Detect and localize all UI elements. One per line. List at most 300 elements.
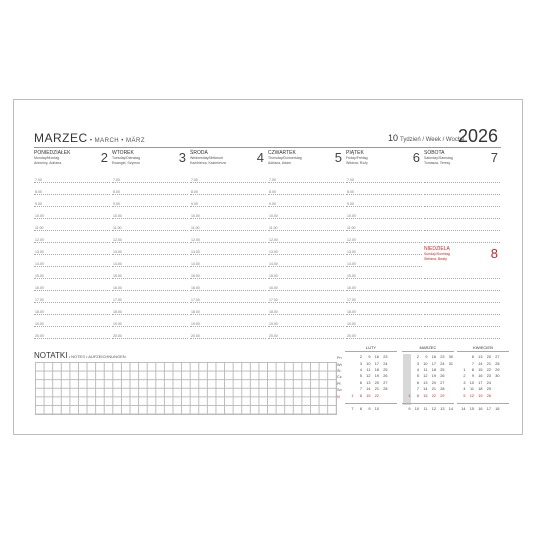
name-days: Antoniny, Adriana [34, 160, 62, 165]
time-slot[interactable] [190, 326, 266, 327]
weekday-label: Pn [337, 356, 342, 361]
hour-label: 18.00 [269, 310, 278, 314]
time-slot[interactable] [424, 206, 500, 207]
time-slot[interactable] [34, 302, 110, 303]
time-slot[interactable] [424, 290, 500, 291]
time-slot[interactable] [34, 290, 110, 291]
name-days: Wiktora, Róży [346, 160, 368, 165]
mini-calendar-day: 16 [431, 355, 436, 360]
mini-calendar-day: 17 [431, 361, 436, 366]
hour-label: 12.00 [347, 238, 356, 242]
hour-label: 19.00 [191, 322, 200, 326]
hour-label: 17.00 [191, 298, 200, 302]
sunday-block [424, 246, 500, 261]
hour-label: 9.00 [113, 202, 120, 206]
hour-label: 12.00 [191, 238, 200, 242]
mini-calendar-day: 20 [486, 355, 491, 360]
time-slot[interactable] [190, 302, 266, 303]
weekday-label: Śr [337, 368, 341, 373]
time-slot[interactable] [346, 266, 422, 267]
time-slot[interactable] [112, 326, 188, 327]
time-slot[interactable] [34, 278, 110, 279]
hour-label: 20.00 [113, 334, 122, 338]
time-slot[interactable] [34, 194, 110, 195]
time-slot[interactable] [268, 242, 344, 243]
hour-label: 11.00 [113, 226, 122, 230]
hour-label: 16.00 [35, 286, 44, 290]
day-number: 2 [100, 150, 108, 165]
mini-calendar-day: 13 [423, 380, 428, 385]
hour-label: 10.00 [35, 214, 44, 218]
time-slot[interactable] [190, 290, 266, 291]
hour-label: 14.00 [35, 262, 44, 266]
time-slot[interactable] [112, 182, 188, 183]
day-name-translation: Sunday/Sonntag [424, 252, 450, 256]
time-slot[interactable] [190, 182, 266, 183]
time-slot[interactable] [346, 314, 422, 315]
time-slot[interactable] [112, 206, 188, 207]
hour-label: 15.00 [191, 274, 200, 278]
mini-calendar-day: 2 [463, 374, 466, 379]
time-slot[interactable] [424, 194, 500, 195]
hour-label: 10.00 [113, 214, 122, 218]
mini-calendar-row [457, 392, 509, 398]
time-slot[interactable] [268, 266, 344, 267]
hour-label: 15.00 [35, 274, 44, 278]
week-number: 7 [351, 406, 354, 411]
hour-label: 7.00 [35, 178, 42, 182]
time-slot[interactable] [190, 206, 266, 207]
day-name: WTOREK [112, 150, 134, 156]
mini-calendar-day: 20 [431, 380, 436, 385]
hour-label: 12.00 [113, 238, 122, 242]
time-slot[interactable] [190, 254, 266, 255]
hour-label: 14.00 [269, 262, 278, 266]
day-column [34, 150, 110, 338]
mini-calendar-day: 10 [423, 361, 428, 366]
mini-calendar-day: 20 [374, 380, 379, 385]
hour-label: 8.00 [35, 190, 42, 194]
day-name-translation: Monday/Montag [34, 156, 60, 160]
mini-calendar-day: 3 [416, 361, 419, 366]
mini-calendar-day: 28 [495, 361, 500, 366]
hour-label: 15.00 [113, 274, 122, 278]
hour-label: 9.00 [347, 202, 354, 206]
week-number: 15 [469, 406, 474, 411]
name-days: Adriana, Adam [268, 160, 291, 165]
hour-label: 10.00 [191, 214, 200, 218]
time-slot[interactable] [424, 338, 500, 339]
time-slot[interactable] [424, 314, 500, 315]
mini-calendar-day: 4 [463, 387, 466, 392]
hour-label: 11.00 [269, 226, 278, 230]
hour-label: 13.00 [113, 250, 122, 254]
mini-calendar-day: 11 [423, 367, 428, 372]
weekday-label: Pt [337, 381, 341, 386]
mini-calendar-day: 3 [463, 380, 466, 385]
time-slot[interactable] [112, 194, 188, 195]
hour-label: 19.00 [269, 322, 278, 326]
hour-label: 13.00 [269, 250, 278, 254]
week-number: 10 [374, 406, 379, 411]
time-slot[interactable] [424, 302, 500, 303]
day-column [112, 150, 188, 338]
time-slot[interactable] [190, 338, 266, 339]
hour-label: 18.00 [347, 310, 356, 314]
time-slot[interactable] [190, 230, 266, 231]
mini-calendar-day: 23 [440, 355, 445, 360]
mini-calendar-day: 3 [359, 361, 362, 366]
weekday-label: Cz [337, 375, 342, 380]
mini-calendar-title: MARZEC [402, 345, 454, 352]
hour-label: 7.00 [191, 178, 198, 182]
time-slot[interactable] [34, 314, 110, 315]
hour-label: 16.00 [347, 286, 356, 290]
hour-label: 7.00 [269, 178, 276, 182]
time-slot[interactable] [268, 230, 344, 231]
mini-calendar-day: 2 [416, 355, 419, 360]
mini-calendar-day: 15 [478, 367, 483, 372]
day-column [346, 150, 422, 338]
day-column [190, 150, 266, 338]
mini-calendar-day: 31 [448, 361, 453, 366]
mini-calendar-day: 1 [408, 393, 411, 398]
mini-calendar-day: 1 [463, 367, 466, 372]
mini-calendar-day: 9 [425, 355, 428, 360]
mini-calendar-day: 8 [471, 367, 474, 372]
hour-label: 20.00 [35, 334, 44, 338]
time-slot[interactable] [268, 182, 344, 183]
hour-label: 17.00 [35, 298, 44, 302]
week-number: 11 [423, 406, 428, 411]
mini-calendar-day: 28 [440, 387, 445, 392]
mini-calendar-day: 21 [431, 387, 436, 392]
mini-calendar-day: 16 [478, 374, 483, 379]
hour-label: 18.00 [35, 310, 44, 314]
week-number: 12 [431, 406, 436, 411]
time-slot[interactable] [112, 302, 188, 303]
day-name: CZWARTEK [268, 150, 296, 156]
mini-calendar-day: 26 [383, 374, 388, 379]
hour-label: 19.00 [347, 322, 356, 326]
time-slot[interactable] [190, 314, 266, 315]
hour-label: 14.00 [347, 262, 356, 266]
day-name-translation: Tuesday/Dienstag [112, 156, 141, 160]
mini-calendar-day: 25 [440, 367, 445, 372]
hour-label: 8.00 [191, 190, 198, 194]
time-slot[interactable] [190, 266, 266, 267]
time-slot[interactable] [268, 338, 344, 339]
mini-calendar-day: 6 [359, 380, 362, 385]
mini-calendar-day: 12 [469, 393, 474, 398]
time-slot[interactable] [112, 314, 188, 315]
mini-calendar-day: 18 [374, 367, 379, 372]
mini-calendar-day: 7 [471, 361, 474, 366]
mini-calendar-day: 9 [471, 374, 474, 379]
mini-calendar-day: 4 [416, 367, 419, 372]
time-slot[interactable] [268, 254, 344, 255]
time-slot[interactable] [346, 194, 422, 195]
day-name-translation: Wednesday/Mittwoch [190, 156, 224, 160]
time-slot[interactable] [346, 254, 422, 255]
time-slot[interactable] [424, 278, 500, 279]
time-slot[interactable] [346, 218, 422, 219]
mini-calendar-day: 19 [431, 374, 436, 379]
day-name-translation: Thursday/Donnerstag [268, 156, 302, 160]
mini-calendar-day: 6 [416, 380, 419, 385]
mini-calendar-day: 9 [368, 355, 371, 360]
time-slot[interactable] [112, 290, 188, 291]
mini-calendar-day: 10 [366, 361, 371, 366]
day-name: NIEDZIELA [424, 246, 450, 252]
hour-label: 18.00 [113, 310, 122, 314]
time-slot[interactable] [346, 326, 422, 327]
time-slot[interactable] [346, 290, 422, 291]
month-title: MARZEC • MARCH • MÄRZ [34, 131, 146, 145]
hour-label: 11.00 [347, 226, 356, 230]
hour-label: 13.00 [347, 250, 356, 254]
mini-calendar-day: 19 [478, 393, 483, 398]
time-slot[interactable] [112, 254, 188, 255]
mini-calendar-day: 12 [366, 374, 371, 379]
time-slot[interactable] [112, 230, 188, 231]
day-column [424, 150, 500, 325]
time-slot[interactable] [346, 278, 422, 279]
mini-calendar-day: 30 [448, 355, 453, 360]
mini-calendar-day: 14 [366, 387, 371, 392]
time-slot[interactable] [346, 230, 422, 231]
time-slot[interactable] [34, 266, 110, 267]
time-slot[interactable] [268, 302, 344, 303]
mini-calendar-row [345, 392, 397, 398]
time-slot[interactable] [34, 206, 110, 207]
hour-label: 13.00 [35, 250, 44, 254]
header-rule [34, 147, 501, 148]
mini-calendar-day: 14 [478, 361, 483, 366]
time-slot[interactable] [268, 218, 344, 219]
time-slot[interactable] [346, 206, 422, 207]
time-slot[interactable] [346, 242, 422, 243]
time-slot[interactable] [268, 194, 344, 195]
week-number: 9 [368, 406, 371, 411]
mini-calendar [402, 345, 454, 412]
hour-label: 20.00 [347, 334, 356, 338]
hour-label: 9.00 [191, 202, 198, 206]
mini-calendar-day: 23 [383, 355, 388, 360]
mini-calendar-day: 7 [359, 387, 362, 392]
hour-label: 11.00 [35, 226, 44, 230]
time-slot[interactable] [34, 242, 110, 243]
hour-label: 8.00 [113, 190, 120, 194]
name-days: Ewangel, Szymon [112, 160, 141, 165]
time-slot[interactable] [112, 242, 188, 243]
mini-calendar-day: 30 [495, 374, 500, 379]
hour-label: 14.00 [113, 262, 122, 266]
mini-calendar [457, 345, 509, 412]
mini-calendar-day: 28 [383, 387, 388, 392]
hour-label: 17.00 [113, 298, 122, 302]
weekday-label: Wt [337, 362, 342, 367]
day-name-translation: Friday/Freitag [346, 156, 368, 160]
week-number: 16 [478, 406, 483, 411]
mini-calendar-day: 25 [383, 367, 388, 372]
mini-calendar-day: 1 [351, 393, 354, 398]
time-slot[interactable] [112, 338, 188, 339]
mini-calendar-day: 15 [423, 393, 428, 398]
day-number: 5 [334, 150, 342, 165]
mini-calendar-day: 10 [469, 380, 474, 385]
time-slot[interactable] [346, 338, 422, 339]
hour-label: 12.00 [269, 238, 278, 242]
mini-calendar-day: 22 [374, 393, 379, 398]
mini-calendar-day: 8 [416, 393, 419, 398]
day-name: PIĄTEK [346, 150, 364, 156]
hour-label: 17.00 [269, 298, 278, 302]
time-slot[interactable] [34, 182, 110, 183]
week-label: 10 Tydzień / Week / Woche [388, 133, 465, 143]
time-slot[interactable] [268, 314, 344, 315]
hour-label: 19.00 [113, 322, 122, 326]
hour-label: 12.00 [35, 238, 44, 242]
mini-calendar-day: 17 [478, 380, 483, 385]
mini-calendar-day: 8 [359, 393, 362, 398]
hour-label: 16.00 [269, 286, 278, 290]
time-slot[interactable] [34, 254, 110, 255]
week-number: 14 [448, 406, 453, 411]
time-slot[interactable] [268, 326, 344, 327]
time-slot[interactable] [346, 182, 422, 183]
day-name-translation: Saturday/Samstag [424, 156, 453, 160]
mini-calendar-day: 11 [470, 387, 474, 392]
hour-label: 8.00 [347, 190, 354, 194]
notes-grid[interactable] [35, 362, 337, 415]
mini-calendar-day: 27 [440, 380, 445, 385]
hour-label: 17.00 [347, 298, 356, 302]
mini-calendar-title: LUTY [345, 345, 397, 352]
mini-calendar-day: 25 [486, 387, 491, 392]
hour-label: 9.00 [35, 202, 42, 206]
time-slot[interactable] [190, 242, 266, 243]
mini-calendar-day: 6 [471, 355, 474, 360]
mini-calendar-week-numbers [402, 403, 454, 412]
time-slot[interactable] [112, 218, 188, 219]
mini-calendar-day: 18 [431, 367, 436, 372]
time-slot[interactable] [424, 218, 500, 219]
mini-calendar-day: 29 [495, 367, 500, 372]
week-number: 10 [414, 406, 419, 411]
time-slot[interactable] [112, 278, 188, 279]
time-slot[interactable] [268, 290, 344, 291]
mini-calendar-day: 29 [440, 393, 445, 398]
year-title: 2026 [458, 126, 499, 146]
mini-calendar-day: 4 [359, 367, 362, 372]
day-number: 6 [412, 150, 420, 165]
day-number: 3 [178, 150, 186, 165]
hour-label: 10.00 [347, 214, 356, 218]
hour-label: 18.00 [191, 310, 200, 314]
mini-calendar-day: 18 [478, 387, 483, 392]
day-number: 8 [490, 246, 498, 261]
time-slot[interactable] [346, 302, 422, 303]
mini-calendar-day: 2 [359, 355, 362, 360]
mini-calendar-week-numbers [457, 403, 509, 412]
mini-calendar-day: 26 [440, 374, 445, 379]
day-number: 7 [490, 150, 498, 165]
mini-calendar-day: 5 [359, 374, 362, 379]
time-slot[interactable] [424, 182, 500, 183]
hour-label: 8.00 [269, 190, 276, 194]
mini-calendar-day: 19 [374, 374, 379, 379]
mini-calendar-day: 7 [416, 387, 419, 392]
mini-calendar-day: 27 [495, 355, 500, 360]
hour-label: 14.00 [191, 262, 200, 266]
hour-label: 15.00 [347, 274, 356, 278]
mini-calendar-day: 22 [486, 367, 491, 372]
day-name: ŚRODA [190, 150, 208, 156]
mini-calendar-day: 21 [486, 361, 491, 366]
time-slot[interactable] [190, 194, 266, 195]
mini-calendar-row [402, 392, 454, 398]
mini-calendar-day: 22 [431, 393, 436, 398]
week-number: 13 [440, 406, 445, 411]
day-name: PONIEDZIAŁEK [34, 150, 71, 156]
mini-calendar-day: 23 [486, 374, 491, 379]
mini-calendar-week-numbers [345, 403, 397, 412]
time-slot[interactable] [424, 326, 500, 327]
hour-label: 20.00 [269, 334, 278, 338]
time-slot[interactable] [34, 230, 110, 231]
time-slot[interactable] [190, 278, 266, 279]
name-days: Kaźmierza, Kazimierza [190, 160, 226, 165]
mini-calendar-day: 13 [478, 355, 483, 360]
mini-calendar-day: 17 [374, 361, 379, 366]
time-slot[interactable] [112, 266, 188, 267]
hour-label: 9.00 [269, 202, 276, 206]
mini-calendar-day: 12 [423, 374, 428, 379]
mini-calendar-day: 24 [383, 361, 388, 366]
name-days: Stefana, Beaty [424, 256, 447, 261]
week-number: 17 [486, 406, 491, 411]
mini-calendar-day: 13 [366, 380, 371, 385]
hour-label: 11.00 [191, 226, 200, 230]
day-column [268, 150, 344, 338]
mini-calendar-day: 15 [366, 393, 371, 398]
time-slot[interactable] [268, 278, 344, 279]
hour-label: 15.00 [269, 274, 278, 278]
hour-label: 16.00 [113, 286, 122, 290]
mini-calendar-day: 14 [423, 387, 428, 392]
mini-calendar [345, 345, 397, 412]
mini-calendar-day: 21 [374, 387, 379, 392]
mini-calendar-day: 5 [416, 374, 419, 379]
time-slot[interactable] [190, 218, 266, 219]
week-number: 8 [359, 406, 362, 411]
name-days: Tomasza, Teresy [424, 160, 451, 165]
time-slot[interactable] [424, 230, 500, 231]
mini-calendar-day: 24 [486, 380, 491, 385]
weekday-label: N [337, 394, 340, 399]
time-slot[interactable] [268, 206, 344, 207]
time-slot[interactable] [34, 218, 110, 219]
hour-label: 16.00 [191, 286, 200, 290]
time-slot[interactable] [34, 338, 110, 339]
time-slot[interactable] [34, 326, 110, 327]
day-number: 4 [256, 150, 264, 165]
mini-calendar-day: 5 [463, 393, 466, 398]
time-slot[interactable] [424, 242, 500, 243]
day-name: SOBOTA [424, 150, 445, 156]
hour-label: 7.00 [347, 178, 354, 182]
